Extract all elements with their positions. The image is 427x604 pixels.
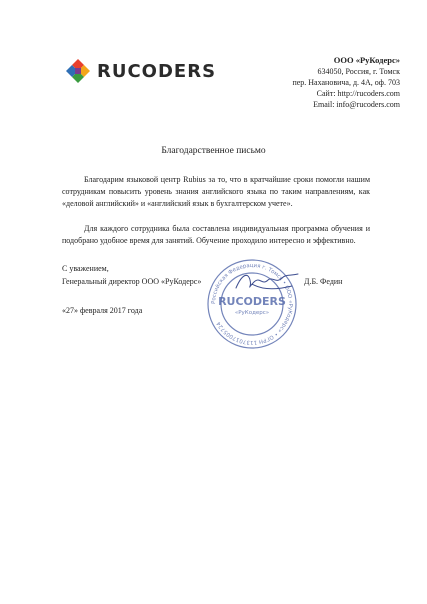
signer-position: Генеральный директор ООО «РуКодерс» — [62, 277, 202, 286]
rucoders-logo-icon — [65, 58, 91, 84]
letter-paragraph-1 — [62, 174, 370, 210]
stamp-sub-text: «РуКодерс» — [234, 310, 270, 316]
stamp-ring-text: Российская Федерация г. Томск • ООО «РуКодерс» • ОГРН 1137017005724 — [210, 262, 294, 346]
handwritten-signature — [232, 268, 302, 296]
company-email: Email: info@rucoders.com — [313, 100, 400, 109]
logo-text: RUCODERS — [97, 60, 217, 82]
letter-title: Благодарственное письмо — [161, 146, 266, 156]
letter-closing: С уважением, — [62, 264, 109, 273]
signer-name: Д.Б. Федин — [304, 277, 343, 286]
company-logo — [65, 58, 216, 84]
stamp-center-text: RUCODERS — [218, 295, 286, 308]
company-site: Сайт: http://rucoders.com — [316, 89, 400, 98]
company-info — [292, 55, 400, 110]
letter-date: «27» февраля 2017 года — [62, 306, 143, 315]
company-name: ООО «РуКодерс» — [333, 55, 400, 65]
letter-paragraph-2 — [62, 223, 370, 247]
company-address-line1: 634050, Россия, г. Томск — [317, 67, 400, 76]
paragraph-1-text: Благодарим языковой центр Rubius за то, что в кратчайшие сроки помогли нашим сотрудникам повысить уровень знания английского языка по таким направлениям, как «деловой английский» и «английский язык в бухгалтерском учете». — [62, 175, 370, 208]
paragraph-2-text: Для каждого сотрудника была составлена индивидуальная программа обучения и подобрано удобное время для занятий. Обучение проходило интересно и эффективно. — [62, 224, 370, 245]
company-address-line2: пер. Нахановича, д. 4А, оф. 703 — [292, 78, 400, 87]
